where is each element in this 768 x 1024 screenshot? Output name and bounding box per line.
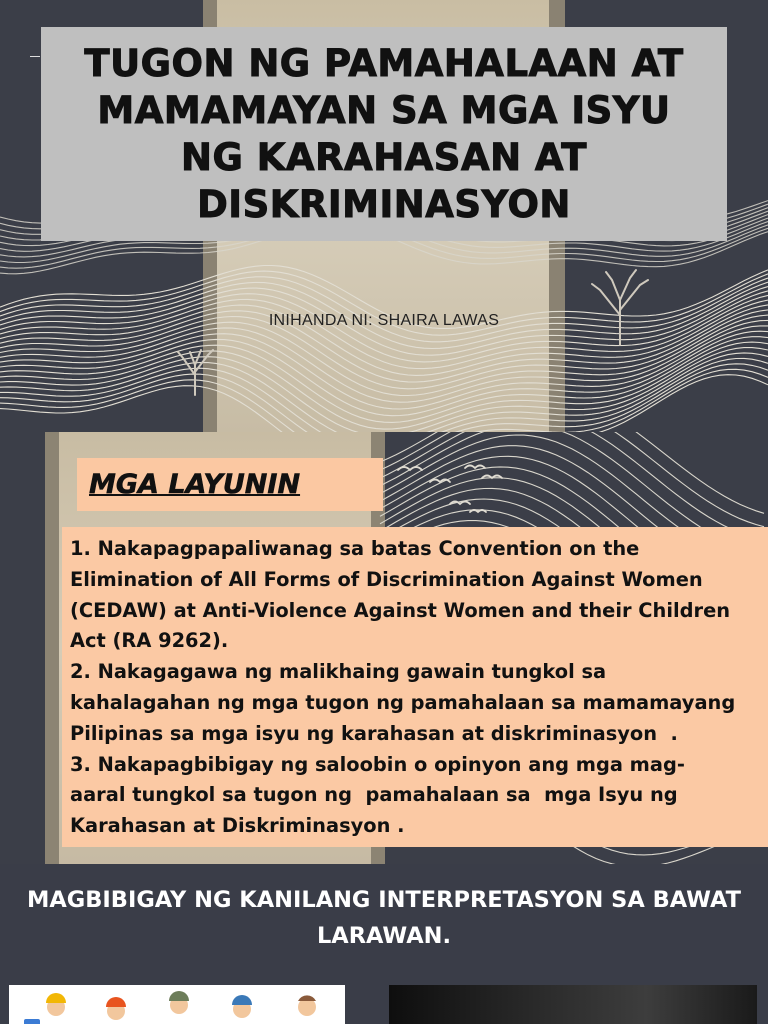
dash-mark [30, 56, 40, 57]
worker-icon [9, 985, 345, 1024]
workers-illustration [9, 985, 345, 1024]
page-title: TUGON NG PAMAHALAAN AT MAMAMAYAN SA MGA ISYU NG KARAHASAN AT DISKRIMINASYON [84, 42, 684, 226]
author-credit: INIHANDA NI: SHAIRA LAWAS [268, 312, 500, 329]
list-item: 1. Nakapagpapaliwanag sa batas Convention on the Elimination of All Forms of Discrimination Against Women (CEDAW) at Anti-Violence Against Women and their Children Act (RA 9262). [70, 537, 731, 653]
objectives-list [62, 527, 768, 847]
title-slide [0, 0, 768, 432]
objectives-heading: MGA LAYUNIN [89, 469, 301, 500]
objectives-heading-box [77, 458, 383, 511]
list-item: 3. Nakapagbibigay ng saloobin o opinyon ang mga mag- aaral tungkol sa tugon ng pamahalaan sa mga Isyu ng Karahasan at Diskriminasyon . [70, 752, 685, 838]
interpretation-instruction: MAGBIBIGAY NG KANILANG INTERPRETASYON SA BAWAT LARAWAN. [27, 887, 741, 949]
objectives-slide [0, 432, 768, 864]
dark-photo [389, 985, 757, 1024]
interpretation-slide [0, 864, 768, 1024]
title-box [41, 27, 727, 241]
list-item: 2. Nakagagawa ng malikhaing gawain tungkol sa kahalagahan ng mga tugon ng pamahalaan sa mamamayang Pilipinas sa mga isyu ng karahasan at diskriminasyon . [70, 660, 736, 745]
